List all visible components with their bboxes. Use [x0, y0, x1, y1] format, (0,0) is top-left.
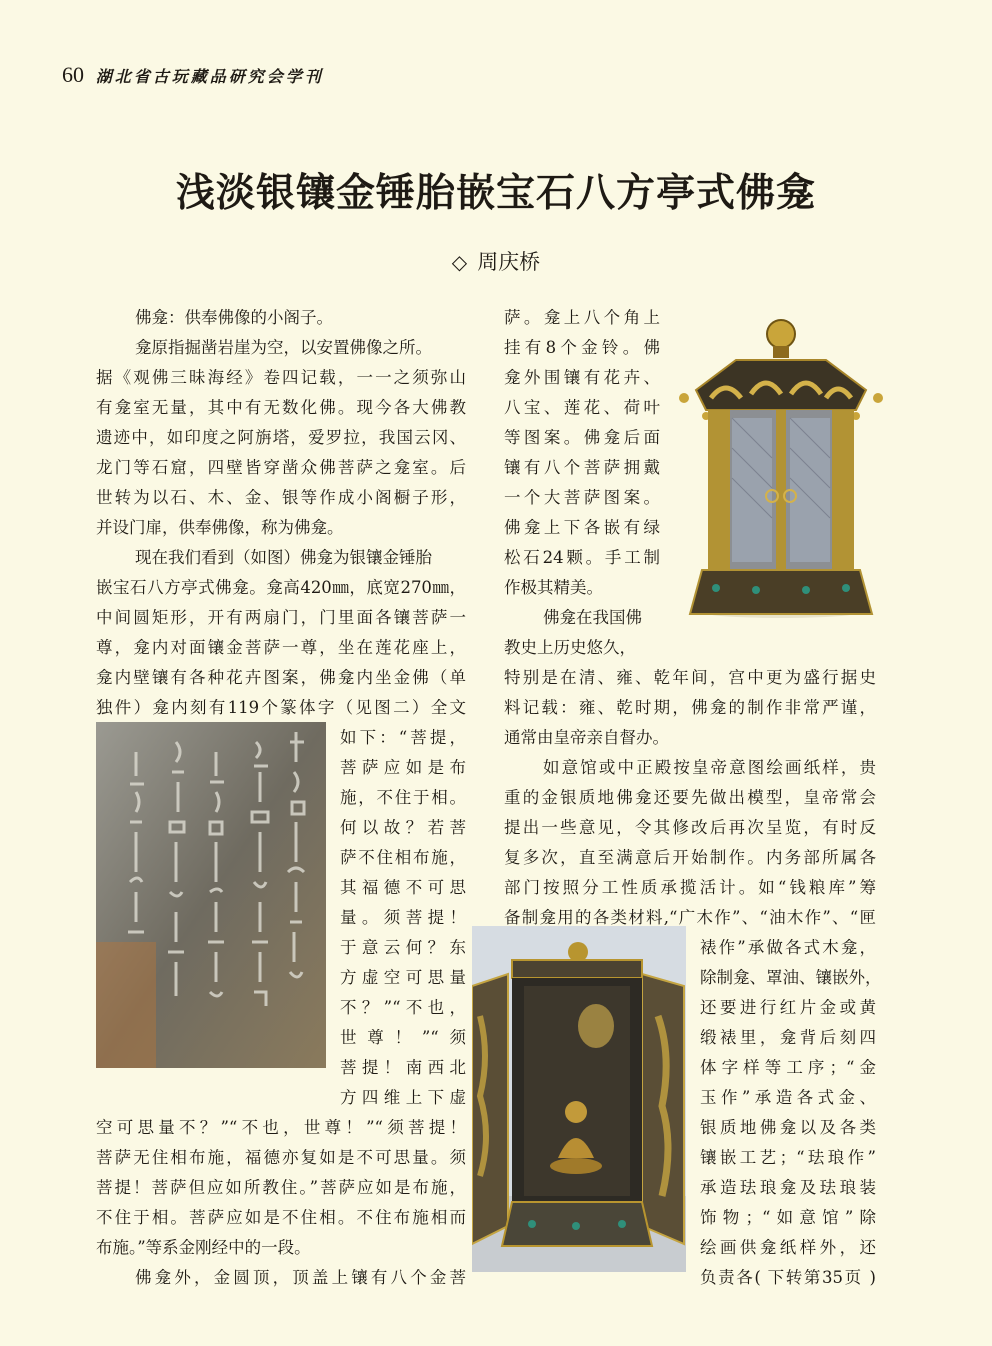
paragraph-line: 萨。龛上八个角上 [504, 308, 660, 327]
paragraph-line: 如意馆或中正殿按皇帝意图绘画纸样，贵 [543, 758, 876, 777]
paragraph-line: 于意云何？东 [340, 938, 466, 957]
paragraph-line: 菩萨无住相布施，福德亦复如是不可思量。须 [96, 1148, 466, 1167]
paragraph-line: 尊，龛内对面镶金菩萨一尊，坐在莲花座上， [96, 638, 466, 657]
paragraph-line: 重的金银质地佛龛还要先做出模型，皇帝常会 [504, 788, 876, 807]
paragraph-line: 龛外围镶有花卉、 [504, 368, 660, 387]
paragraph-line: 不？”“不也， [340, 998, 466, 1017]
running-header [62, 62, 324, 88]
paragraph-line: 世尊！”“须 [340, 1028, 466, 1047]
paragraph-line: 世转为以石、木、金、银等作成小阁橱子形， [96, 488, 466, 507]
paragraph-line: 承造珐琅龛及珐琅装 [700, 1178, 876, 1197]
paragraph-line: 方虚空可思量 [340, 968, 466, 987]
paragraph-line: 等图案。佛龛后面 [504, 428, 660, 447]
paragraph-line: 施，不住于相。 [340, 788, 466, 807]
author-line [0, 246, 992, 276]
paragraph-line: 挂有8个金铃。佛 [504, 338, 660, 357]
paragraph-line: 部门按照分工性质承揽活计。如“钱粮库”筹 [504, 878, 876, 897]
shrine-exterior-photo [676, 318, 886, 620]
paragraph-line: 缎裱里，龛背后刻四 [700, 1028, 876, 1047]
paragraph-line: 佛龛在我国佛 [543, 608, 642, 627]
page-number: 60 [62, 62, 84, 87]
paragraph-line: 复多次，直至满意后开始制作。内务部所属各 [504, 848, 876, 867]
paragraph-line: 方四维上下虚 [340, 1088, 466, 1107]
paragraph-line: 龙门等石窟，四壁皆穿凿众佛菩萨之龛室。后 [96, 458, 466, 477]
paragraph-line: 作极其精美。 [504, 578, 603, 597]
shrine-interior-photo [472, 926, 686, 1272]
paragraph-line: 体字样等工序；“金 [700, 1058, 876, 1077]
paragraph-line: 提出一些意见，令其修改后再次呈览，有时反 [504, 818, 876, 837]
paragraph-line: 龛原指掘凿岩崖为空，以安置佛像之所。 [135, 338, 432, 357]
paragraph-line: 绘画供龛纸样外，还 [700, 1238, 876, 1257]
paragraph-line: 饰物；“如意馆”除 [700, 1208, 876, 1227]
paragraph-line: 除制龛、罩油、镶嵌外， [700, 968, 882, 987]
paragraph-line: 不住于相。菩萨应如是不住相。不住布施相而 [96, 1208, 466, 1227]
paragraph-line: 萨不住相布施， [340, 848, 466, 867]
paragraph-line: 量。须菩提！ [340, 908, 466, 927]
paragraph-line: 镶嵌工艺；“珐琅作” [700, 1148, 876, 1167]
paragraph-line: 一个大菩萨图案。 [504, 488, 660, 507]
paragraph-line: 何以故？若菩 [340, 818, 466, 837]
paragraph-line: 通常由皇帝亲自督办。 [504, 728, 669, 747]
paragraph-line: 佛龛：供奉佛像的小阁子。 [135, 308, 333, 327]
paragraph-line: 备制龛用的各类材料,“广木作”、“油木作”、“匣 [504, 908, 876, 927]
continued-note: 负责各( 下转第35页 ) [700, 1268, 876, 1287]
paragraph-line: 教史上历史悠久， [504, 638, 636, 657]
paragraph-line: 还要进行红片金或黄 [700, 998, 876, 1017]
paragraph-line: 嵌宝石八方亭式佛龛。龛高420㎜，底宽270㎜， [96, 578, 466, 597]
paragraph-line: 龛内壁镶有各种花卉图案，佛龛内坐金佛（单 [96, 668, 466, 687]
paragraph-line: 其福德不可思 [340, 878, 466, 897]
paragraph-line: 独件）龛内刻有119个篆体字（见图二）全文 [96, 698, 466, 717]
paragraph-line: 八宝、莲花、荷叶 [504, 398, 660, 417]
paragraph-line: 如下：“菩提， [340, 728, 466, 747]
paragraph-line: 佛龛外，金圆顶，顶盖上镶有八个金菩 [135, 1268, 466, 1287]
journal-name: 湖北省古玩藏品研究会学刊 [95, 67, 324, 86]
paragraph-line: 菩提！南西北 [340, 1058, 466, 1077]
author-diamond-icon: ◇ [451, 250, 468, 274]
inscription-photo [96, 722, 326, 1068]
paragraph-line: 佛龛上下各嵌有绿 [504, 518, 660, 537]
paragraph-line: 据《观佛三昧海经》卷四记载，一一之须弥山 [96, 368, 466, 387]
paragraph-line: 镶有八个菩萨拥戴 [504, 458, 660, 477]
paragraph-line: 特别是在清、雍、乾年间，宫中更为盛行据史 [504, 668, 876, 687]
paragraph-line: 裱作”承做各式木龛， [700, 938, 876, 957]
paragraph-line: 料记载：雍、乾时期，佛龛的制作非常严谨， [504, 698, 876, 717]
paragraph-line: 玉作”承造各式金、 [700, 1088, 876, 1107]
paragraph-line: 布施。”等系金刚经中的一段。 [96, 1238, 311, 1257]
paragraph-line: 有龛室无量，其中有无数化佛。现今各大佛教 [96, 398, 466, 417]
paragraph-line: 空可思量不？”“不也，世尊！”“须菩提！ [96, 1118, 466, 1137]
author-name: 周庆桥 [477, 250, 541, 274]
paragraph-line: 现在我们看到（如图）佛龛为银镶金锤胎 [135, 548, 432, 567]
paragraph-line: 遗迹中，如印度之阿旃塔，爱罗拉，我国云冈、 [96, 428, 466, 447]
paragraph-line: 松石24颗。手工制 [504, 548, 660, 567]
article-title: 浅淡银镶金锤胎嵌宝石八方亭式佛龛 [175, 170, 816, 216]
paragraph-line: 银质地佛龛以及各类 [700, 1118, 876, 1137]
paragraph-line: 菩萨应如是布 [340, 758, 466, 777]
paragraph-line: 菩提！菩萨但应如所教住。”菩萨应如是布施， [96, 1178, 466, 1197]
paragraph-line: 并设门扉，供奉佛像，称为佛龛。 [96, 518, 344, 537]
paragraph-line: 中间圆矩形，开有两扇门，门里面各镶菩萨一 [96, 608, 466, 627]
